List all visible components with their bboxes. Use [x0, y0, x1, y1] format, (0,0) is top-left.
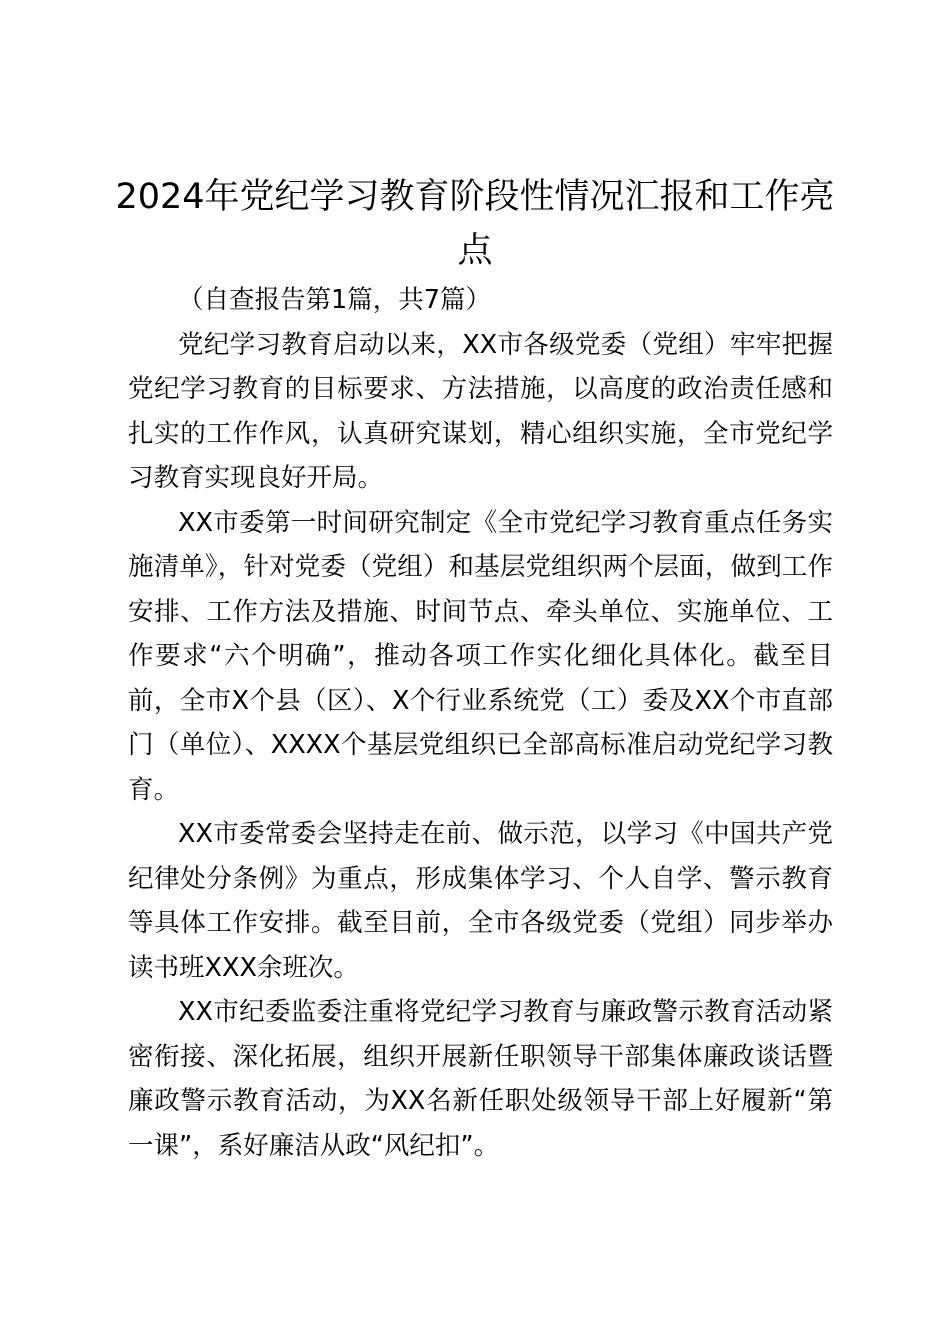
document-title: 2024年党纪学习教育阶段性情况汇报和工作亮点 [115, 177, 835, 271]
paragraph: XX市委常委会坚持走在前、做示范，以学习《中国共产党纪律处分条例》为重点，形成集体学习、个人自学、警示教育等具体工作安排。截至目前，全市各级党委（党组）同步举办读书班XXX余班次。 [128, 819, 833, 983]
paragraph: XX市委第一时间研究制定《全市党纪学习教育重点任务实施清单》，针对党委（党组）和基层党组织两个层面，做到工作安排、工作方法及措施、时间节点、牵头单位、实施单位、工作要求“六个明确”，推动各项工作实化细化具体化。截至目前，全市X个县（区）、X个行业系统党（工）委及XX个市直部门（单位）、XXXX个基层党组织已全部高标准启动党纪学习教育。 [128, 507, 833, 805]
paragraph: 党纪学习教育启动以来，XX市各级党委（党组）牢牢把握党纪学习教育的目标要求、方法措施，以高度的政治责任感和扎实的工作作风，认真研究谋划，精心组织实施，全市党纪学习教育实现良好开局。 [128, 329, 833, 493]
document-body [128, 278, 833, 1168]
paragraph: XX市纪委监委注重将党纪学习教育与廉政警示教育活动紧密衔接、深化拓展，组织开展新任职领导干部集体廉政谈话暨廉政警示教育活动，为XX名新任职处级领导干部上好履新“第一课”，系好廉洁从政“风纪扣”。 [128, 997, 833, 1161]
document-subtitle: （自查报告第1篇，共7篇） [178, 285, 491, 315]
